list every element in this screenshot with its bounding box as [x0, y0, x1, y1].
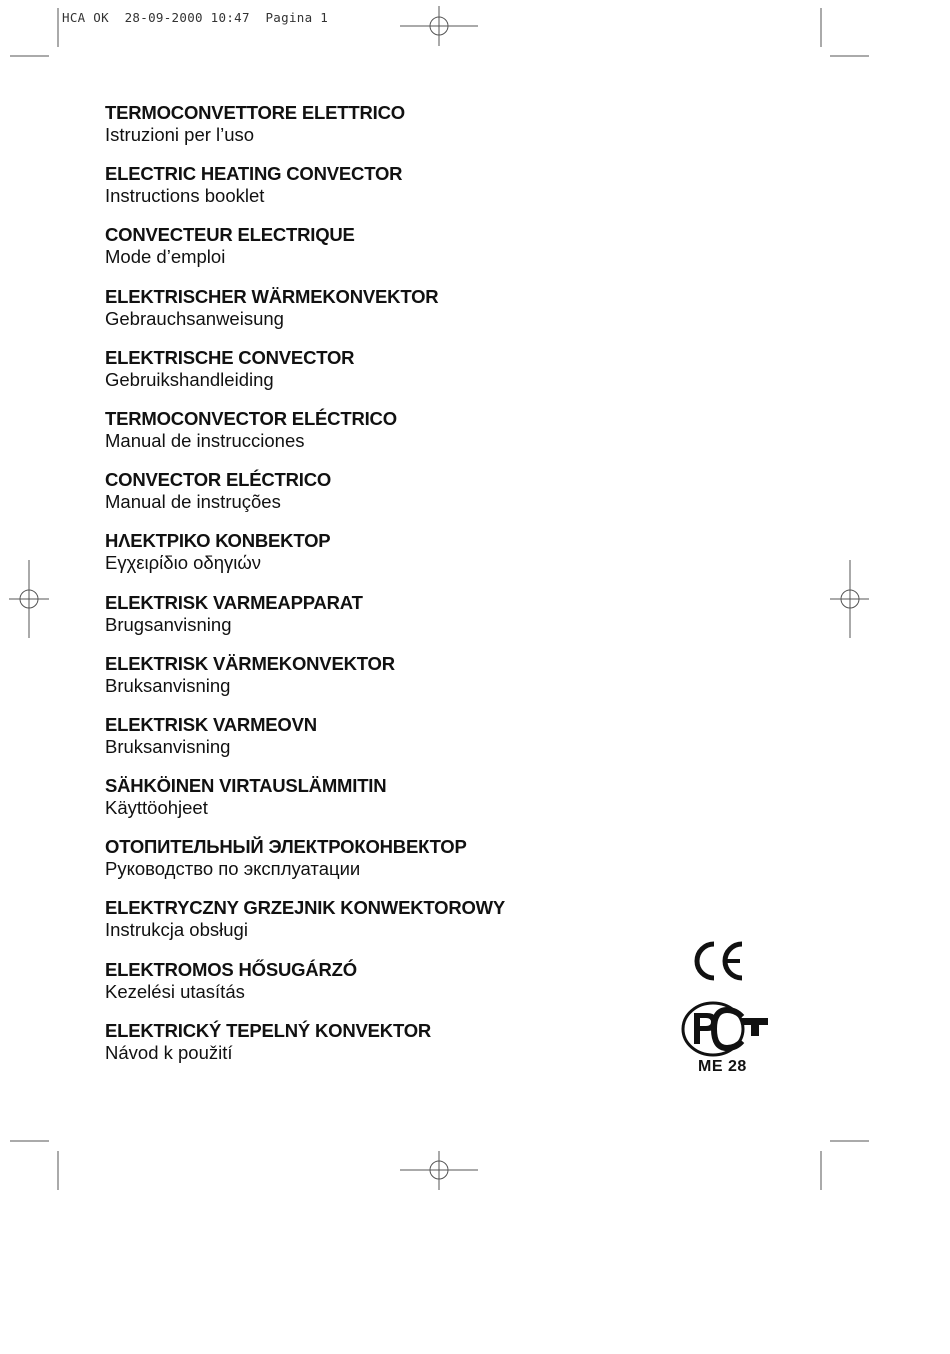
entry-title: ОТОПИТЕЛЬНЫЙ ЭЛЕКТРОКОНВЕКТОР — [105, 836, 467, 858]
entry-portuguese — [105, 469, 625, 530]
entry-german — [105, 286, 625, 347]
entry-subtitle: Manual de instrucciones — [105, 429, 305, 451]
entry-dutch — [105, 347, 625, 408]
language-title-list — [105, 102, 625, 1081]
entry-title: CONVECTEUR ELECTRIQUE — [105, 224, 355, 246]
entry-spanish — [105, 408, 625, 469]
entry-subtitle: Bruksanvisning — [105, 735, 231, 757]
entry-subtitle: Istruzioni per l’uso — [105, 124, 255, 145]
entry-subtitle: Instrukcja obsługi — [105, 919, 248, 941]
entry-french — [105, 224, 625, 285]
entry-title: ELEKTRISK VÄRMEKONVEKTOR — [105, 652, 395, 674]
entry-title: TERMOCONVECTOR ELÉCTRICO — [105, 407, 397, 429]
registration-mark-right — [830, 560, 869, 638]
entry-subtitle: Gebrauchsanweisung — [105, 307, 284, 329]
entry-title: ELECTRIC HEATING CONVECTOR — [105, 163, 403, 185]
pct-certification-mark-icon — [680, 1000, 772, 1058]
entry-title: ELEKTRISCHE CONVECTOR — [105, 346, 355, 368]
entry-finnish — [105, 775, 625, 836]
registration-mark-bottom — [400, 1151, 478, 1190]
entry-subtitle: Gebruikshandleiding — [105, 368, 274, 390]
entry-title: ELEKTROMOS HŐSUGÁRZÓ — [105, 958, 357, 980]
entry-norwegian — [105, 714, 625, 775]
entry-subtitle: Εγχειρίδιο οδηγιών — [105, 552, 262, 574]
entry-subtitle: Kezelési utasítás — [105, 980, 245, 1002]
entry-swedish — [105, 653, 625, 714]
entry-italian — [105, 102, 625, 163]
entry-czech — [105, 1020, 625, 1081]
entry-greek — [105, 530, 625, 591]
entry-polish — [105, 897, 625, 958]
entry-subtitle: Käyttöohjeet — [105, 797, 208, 819]
pct-code-label: ME 28 — [698, 1058, 747, 1075]
entry-subtitle: Návod k použití — [105, 1041, 233, 1063]
entry-danish — [105, 592, 625, 653]
print-slug: HCA OK 28-09-2000 10:47 Pagina 1 — [62, 10, 329, 25]
entry-title: SÄHKÖINEN VIRTAUSLÄMMITIN — [105, 775, 387, 797]
ce-mark-icon — [690, 940, 750, 982]
entry-title: ELEKTRICKÝ TEPELNÝ KONVEKTOR — [105, 1019, 432, 1041]
entry-subtitle: Instructions booklet — [105, 185, 265, 207]
entry-title: ELEKTRISCHER WÄRMEKONVEKTOR — [105, 285, 439, 307]
entry-english — [105, 163, 625, 224]
entry-title: ELEKTRISK VARMEOVN — [105, 713, 317, 735]
entry-subtitle: Руководство по эксплуатации — [105, 858, 361, 880]
registration-mark-top — [400, 6, 478, 46]
entry-russian — [105, 836, 625, 897]
entry-title: CONVECTOR ELÉCTRICO — [105, 469, 332, 491]
registration-mark-left — [9, 560, 49, 638]
entry-title: ELEKTRISK VARMEAPPARAT — [105, 591, 363, 613]
entry-subtitle: Manual de instruções — [105, 491, 281, 513]
entry-title: TERMOCONVETTORE ELETTRICO — [105, 102, 405, 123]
entry-subtitle: Mode d’emploi — [105, 246, 226, 268]
entry-title: ΗΛΕΚΤΡΙΚΟ ΚΟΝΒΕΚΤΟΡ — [105, 530, 331, 552]
entry-subtitle: Brugsanvisning — [105, 613, 232, 635]
entry-subtitle: Bruksanvisning — [105, 674, 231, 696]
entry-title: ELEKTRYCZNY GRZEJNIK KONWEKTOROWY — [105, 897, 506, 919]
entry-hungarian — [105, 959, 625, 1020]
